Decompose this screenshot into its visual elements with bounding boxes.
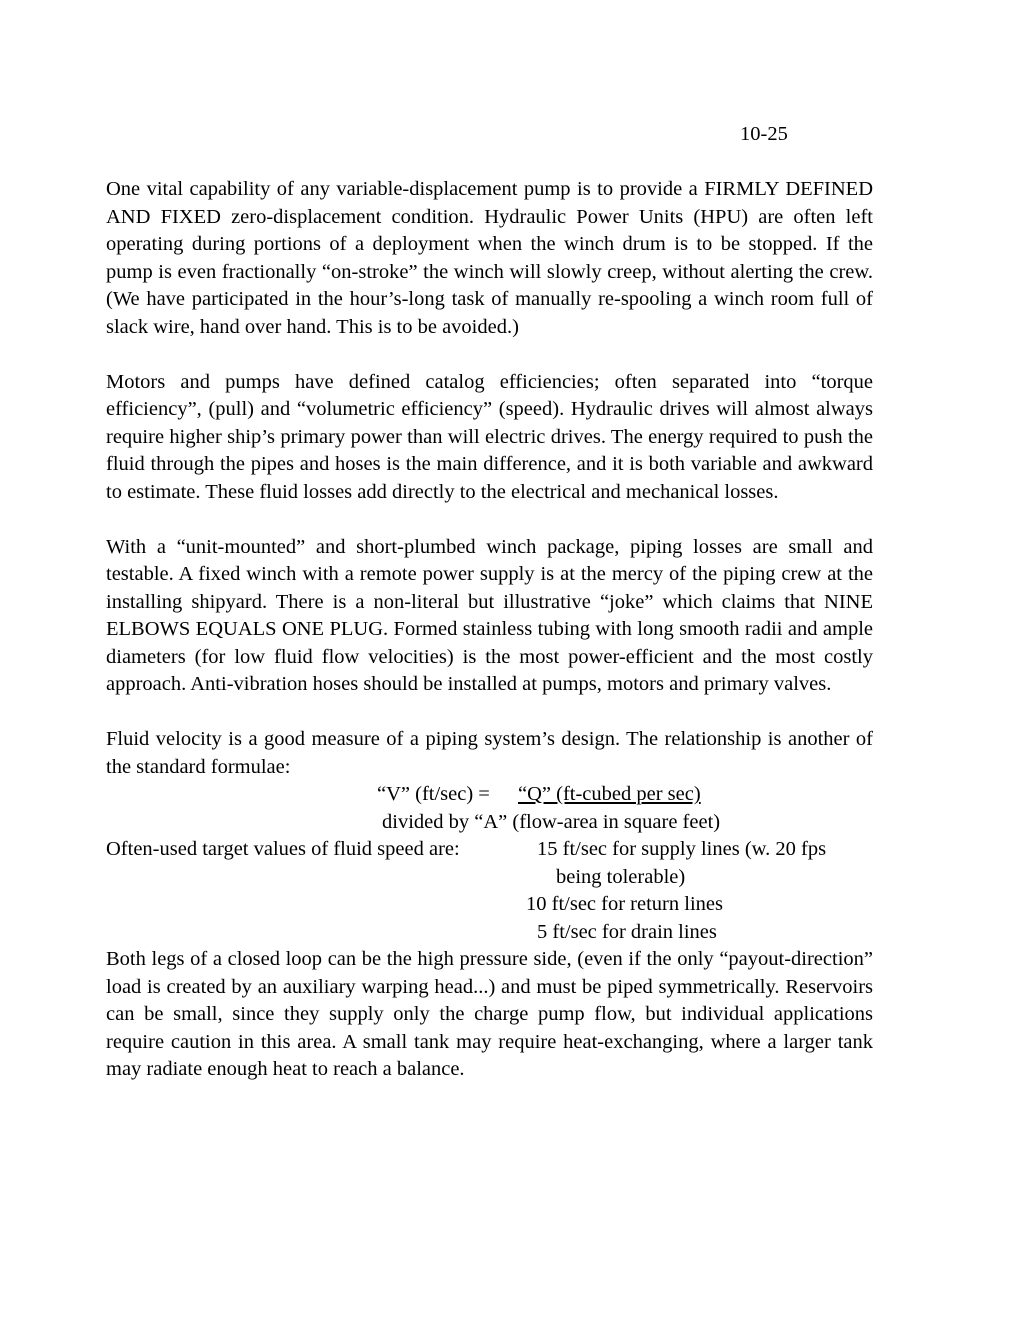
document-body xyxy=(106,176,873,1084)
target-values-row-drain xyxy=(106,919,873,947)
formula-flow-rate: “Q” (ft-cubed per sec) xyxy=(518,783,701,805)
target-supply-lines-continued: being tolerable) xyxy=(556,865,686,888)
target-supply-lines: 15 ft/sec for supply lines (w. 20 fps xyxy=(537,838,827,860)
paragraph-closed-loop: Both legs of a closed loop can be the high pressure side, (even if the only “payout-direction” load is created by an auxiliary warping head...) and must be piped symmetrically. Reservoirs can be small, since they supply only the charge pump flow, but individual applications require caution in this area. A small tank may require heat-exchanging, where a larger tank may radiate enough heat to reach a balance. xyxy=(106,948,873,1080)
paragraph-zero-displacement: One vital capability of any variable-displacement pump is to provide a FIRMLY DEFINED AND FIXED zero-displacement condition. Hydraulic Power Units (HPU) are often left operating during portions of a deployment when the winch drum is to be stopped. If the pump is even fractionally “on-stroke” the winch will slowly creep, without alerting the crew. (We have participated in the hour’s-long task of manually re-spooling a winch room full of slack wire, hand over hand. This is to be avoided.) xyxy=(106,178,873,338)
formula-area: divided by “A” (flow-area in square feet) xyxy=(382,810,721,833)
paragraph-piping-losses: With a “unit-mounted” and short-plumbed winch package, piping losses are small and testable. A fixed winch with a remote power supply is at the mercy of the piping crew at the installing shipyard. There is a non-literal but illustrative “joke” which claims that NINE ELBOWS EQUALS ONE PLUG. Formed stainless tubing with long smooth radii and ample diameters (for low fluid flow velocities) is the most power-efficient and the most costly approach. Anti-vibration hoses should be installed at pumps, motors and primary valves. xyxy=(106,535,873,695)
target-return-lines: 10 ft/sec for return lines xyxy=(526,893,723,915)
paragraph-efficiencies: Motors and pumps have defined catalog efficiencies; often separated into “torque efficiency”, (pull) and “volumetric efficiency” (speed). Hydraulic drives will almost always require higher ship’s primary power than will electric drives. The energy required to push the fluid through the pipes and hoses is the main difference, and it is both variable and awkward to estimate. These fluid losses add directly to the electrical and mechanical losses. xyxy=(106,370,873,503)
formula-velocity: “V” (ft/sec) = xyxy=(377,783,490,805)
page-number: 10-25 xyxy=(740,123,788,145)
paragraph-fluid-velocity: Fluid velocity is a good measure of a piping system’s design. The relationship is another of the standard formulae: xyxy=(106,728,873,778)
target-values-row-supply xyxy=(106,836,873,864)
target-drain-lines: 5 ft/sec for drain lines xyxy=(537,920,717,943)
target-values-label: Often-used target values of fluid speed are: xyxy=(106,838,460,860)
target-values-row-supply-cont xyxy=(106,864,873,892)
formula-denominator xyxy=(106,809,873,837)
target-values-row-return xyxy=(106,891,873,919)
formula-numerator xyxy=(106,781,873,809)
